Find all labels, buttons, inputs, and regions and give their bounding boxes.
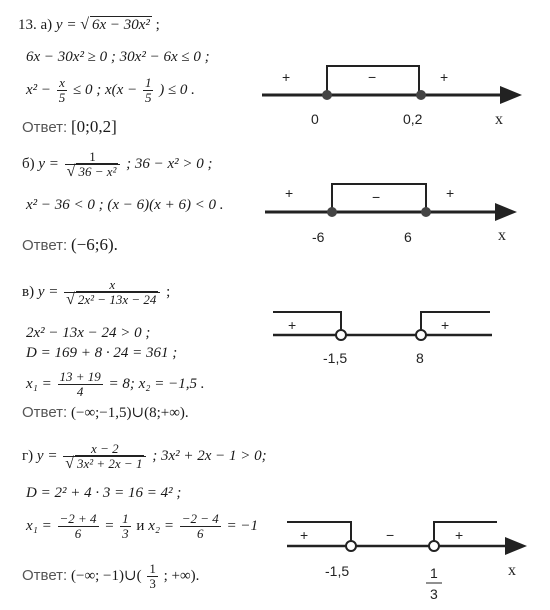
g-fraction: $\frac{x - 2}{\text{√ 3x² + 2x − 1}}$ bbox=[63, 442, 146, 471]
b-answer-value: (−6;6). bbox=[70, 235, 118, 254]
sign-plus: + bbox=[285, 185, 294, 201]
v-sep: ; bbox=[166, 283, 171, 300]
a-fraction-x-over-5: $\frac{x}{5}$ bbox=[58, 75, 66, 105]
b-func-lhs: y = bbox=[38, 155, 59, 172]
part-g-label: г) bbox=[22, 447, 34, 464]
answer-label: Ответ: bbox=[22, 119, 68, 136]
tick-label-minus1-5: -1,5 bbox=[325, 563, 350, 579]
tick-label-one-third-den: 3 bbox=[430, 586, 438, 602]
axis-label-x: x bbox=[495, 111, 503, 128]
part-a-label: а) bbox=[40, 17, 53, 33]
answer-label: Ответ: bbox=[22, 404, 68, 421]
part-b-label: б) bbox=[22, 155, 35, 172]
a-line3-part2: ≤ 0 ; x(x − bbox=[73, 81, 138, 98]
g-x2-lhs: x₂ = bbox=[148, 517, 174, 534]
open-point-one-third bbox=[429, 541, 439, 551]
v-fraction: $\frac{x}{\text{√ 2x² − 13x − 24}}$ bbox=[64, 278, 160, 307]
arrow-icon bbox=[500, 86, 522, 104]
closed-point-0-2 bbox=[416, 90, 426, 100]
axis-label-x: x bbox=[498, 227, 506, 244]
a-line3-part3: ) ≤ 0 . bbox=[159, 81, 195, 98]
g-line-2: D = 2² + 4 · 3 = 16 = 4² ; bbox=[26, 485, 182, 501]
arrow-icon bbox=[505, 537, 527, 555]
closed-point-0 bbox=[322, 90, 332, 100]
a-line3-part1: x² − bbox=[26, 81, 52, 98]
g-answer-fraction: $\frac{1}{3}$ bbox=[149, 561, 156, 591]
tick-label-one-third-num: 1 bbox=[430, 565, 438, 581]
closed-point-minus6 bbox=[327, 207, 337, 217]
g-x1-value: $\frac{1}{3}$ bbox=[122, 511, 129, 541]
sign-plus: + bbox=[446, 185, 455, 201]
v-x1-fraction: $\frac{13 + 19}{4}$ bbox=[59, 369, 101, 399]
v-line-3: D = 169 + 8 · 24 = 361 ; bbox=[26, 345, 178, 361]
closed-point-6 bbox=[421, 207, 431, 217]
tick-label-minus1-5: -1,5 bbox=[323, 350, 348, 366]
v-answer-value: (−∞;−1,5)∪(8;+∞). bbox=[70, 405, 189, 421]
g-x2-rest: = −1 bbox=[226, 517, 258, 534]
answer-label: Ответ: bbox=[22, 566, 68, 584]
v-x1-rest: = 8; x₂ = −1,5 . bbox=[108, 375, 205, 392]
g-x1-fraction: $\frac{-2 + 4}{6}$ bbox=[59, 511, 97, 541]
a-fraction-1-over-5: $\frac{1}{5}$ bbox=[144, 75, 152, 105]
open-point-minus1-5 bbox=[336, 330, 346, 340]
a-func-radicand: 6x − 30x² bbox=[91, 17, 150, 33]
g-and: и bbox=[136, 517, 145, 534]
sqrt-sign-icon: √ bbox=[80, 16, 89, 33]
open-point-8 bbox=[416, 330, 426, 340]
part-v-label: в) bbox=[22, 283, 35, 300]
g-func-lhs: y = bbox=[36, 447, 58, 464]
sign-minus: − bbox=[372, 189, 381, 205]
sign-plus: + bbox=[282, 69, 291, 85]
arrow-icon bbox=[495, 203, 517, 221]
tick-label-0: 0 bbox=[311, 111, 319, 127]
b-line-2: x² − 36 < 0 ; (x − 6)(x + 6) < 0 . bbox=[26, 197, 224, 213]
a-line-2: 6x − 30x² ≥ 0 ; 30x² − 6x ≤ 0 ; bbox=[26, 49, 210, 65]
tick-label-8: 8 bbox=[416, 350, 424, 366]
tick-label-minus6: -6 bbox=[312, 229, 325, 245]
g-answer-part2: ; +∞). bbox=[163, 567, 200, 584]
number-line-b bbox=[265, 184, 517, 245]
a-func-lhs: y = bbox=[55, 17, 77, 33]
a-answer-value: [0;0,2] bbox=[70, 117, 117, 136]
sign-plus: + bbox=[440, 69, 449, 85]
g-x1-eq: = bbox=[104, 517, 115, 534]
sign-plus: + bbox=[288, 317, 297, 333]
v-line-2: 2x² − 13x − 24 > 0 ; bbox=[26, 325, 151, 341]
sign-plus: + bbox=[300, 527, 309, 543]
tick-label-6: 6 bbox=[404, 229, 412, 245]
open-point-minus1-5 bbox=[346, 541, 356, 551]
sign-plus: + bbox=[455, 527, 464, 543]
number-line-v bbox=[273, 312, 492, 366]
g-condition: ; 3x² + 2x − 1 > 0; bbox=[152, 447, 267, 464]
axis-label-x: x bbox=[508, 562, 516, 579]
g-answer-part1: (−∞; −1)∪( bbox=[70, 567, 142, 584]
a-sep: ; bbox=[155, 17, 160, 33]
problem-number: 13. bbox=[18, 17, 37, 33]
v-func-lhs: y = bbox=[37, 283, 59, 300]
sign-minus: − bbox=[368, 69, 377, 85]
answer-label: Ответ: bbox=[22, 237, 68, 254]
b-condition: ; 36 − x² > 0 ; bbox=[126, 155, 213, 172]
tick-label-0-2: 0,2 bbox=[403, 111, 423, 127]
g-x2-fraction: $\frac{-2 - 4}{6}$ bbox=[181, 511, 219, 541]
sign-plus: + bbox=[441, 317, 450, 333]
sign-minus: − bbox=[386, 527, 395, 543]
number-line-a bbox=[262, 66, 522, 128]
g-x1-lhs: x₁ = bbox=[26, 517, 52, 534]
b-fraction: $\frac{1}{\text{√ 36 − x²}}$ bbox=[65, 150, 121, 179]
v-x1-lhs: x₁ = bbox=[26, 375, 52, 392]
number-line-g bbox=[287, 522, 527, 602]
